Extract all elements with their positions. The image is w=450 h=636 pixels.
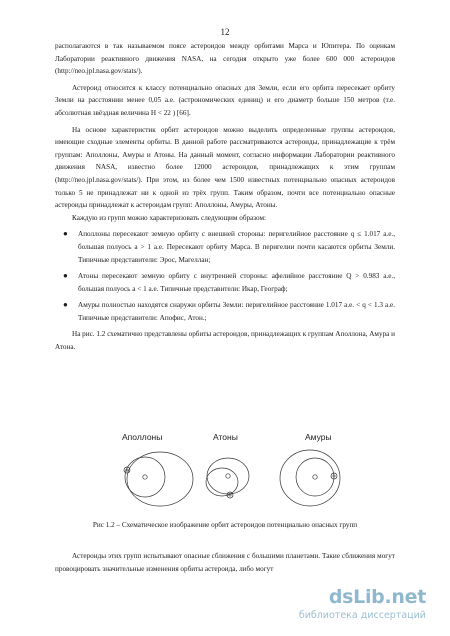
earth-orbit-aten (207, 458, 249, 494)
watermark-logo: dsLib.net (328, 586, 426, 608)
earth-orbit-amor (296, 458, 334, 496)
paragraph-group-intro: Каждую из групп можно характеризовать следующим образом: (72, 213, 267, 222)
list-item-apollo (55, 228, 395, 266)
list-item-aten (55, 270, 395, 295)
watermark (298, 586, 426, 626)
list-item-text: Атоны пересекают земную орбиту с внутренней стороны: афелийное расстояние Q > 0.983 а.е., большая полуось a < 1 а.е. Типичные представители: Икар, Географ; (78, 272, 395, 293)
paragraph-figure-reference: На рис. 1.2 схематично представлены орбиты астероидов, принадлежащих к группам Аполлона, Амура и Атона. (55, 330, 395, 352)
figure-label-amor: Амуры (305, 432, 332, 442)
earth-orbit-apollo (125, 457, 165, 497)
bullet-icon: ● (63, 229, 68, 239)
bullet-icon: ● (63, 300, 68, 310)
asteroid-orbit-apollo (127, 452, 193, 506)
body-text-bottom (55, 550, 395, 575)
asteroid-orbit-aten (206, 468, 238, 496)
sun-icon-aten (226, 474, 230, 478)
list-item-text: Амуры полностью находятся снаружи орбиты Земли: перигелийное расстояние 1.017 а.е. < q < 1.3 а.е. Типичные представители: Апофис, Атон.; (78, 301, 395, 322)
paragraph-continuation: располагаются в так называемом поясе астероидов между орбитами Марса и Юпитера. По оценкам Лаборатории реактивного движения NASA, на сегодня открыто уже более 600 000 астероидов (http://neo.jpl.nasa.gov/stats/). (55, 42, 395, 76)
sun-icon-apollo (143, 475, 147, 479)
body-text-top (55, 40, 395, 354)
page-number: 12 (220, 27, 230, 37)
list-item-text: Аполлоны пересекают земную орбиту с внешней стороны: перигелийное расстояние q ≤ 1.017 а.е., большая полуось a > 1 а.е. Пересекают орбиту Марса. В перигелии почти касаются орбиты Земли. Типичные представители: Эрос, Магеллан; (78, 230, 395, 264)
bullet-icon: ● (63, 271, 68, 281)
figure-label-apollo: Аполлоны (122, 432, 163, 442)
list-item-amor (55, 299, 395, 324)
orbit-diagram (100, 432, 360, 512)
sun-icon-amor (313, 475, 317, 479)
watermark-subtitle: библиотека диссертаций (298, 610, 426, 621)
paragraph-approaches: Астероиды этих групп испытывают опасные сближения с большими планетами. Такие сближения могут провоцировать значительные изменения орбиты астероида, либо могут (55, 552, 395, 573)
paragraph-hazard-criterion: Астероид относится к классу потенциально опасных для Земли, если его орбита пересекает орбиту Земли на расстоянии менее 0,05 а.е. (астрономических единиц) и его диаметр больше 150 метров (т.е. абсолютная звёздная величина H < 22 ) [66]. (55, 83, 395, 117)
group-list (55, 228, 395, 324)
paragraph-asteroid-groups: На основе характеристик орбит астероидов можно выделить определенные группы астероидов, имеющие сходные элементы орбиты. В данной работе рассматриваются астероиды, принадлежащие к трём группам: Аполлоны, Амуры и Атоны. На данный момент, согласно информации Лаборатории реактивного движения NASA, известно более 12000 астероидов, принадлежащих к этим группам (http://neo.jpl.nasa.gov/stats/). При этом, из более чем 1500 известных потенциально опасных астероидов только 5 не принадлежат ни к одной из трёх групп. Таким образом, почти все потенциально опасные астероиды принадлежат к астероидам групп: Аполлоны, Амуры, Атоны. (55, 125, 395, 210)
figure-caption: Рис 1.2 – Схематическое изображение орбит астероидов потенциально опасных групп (92, 521, 358, 529)
orbit-figure (100, 432, 360, 512)
figure-label-aten: Атоны (213, 432, 238, 442)
